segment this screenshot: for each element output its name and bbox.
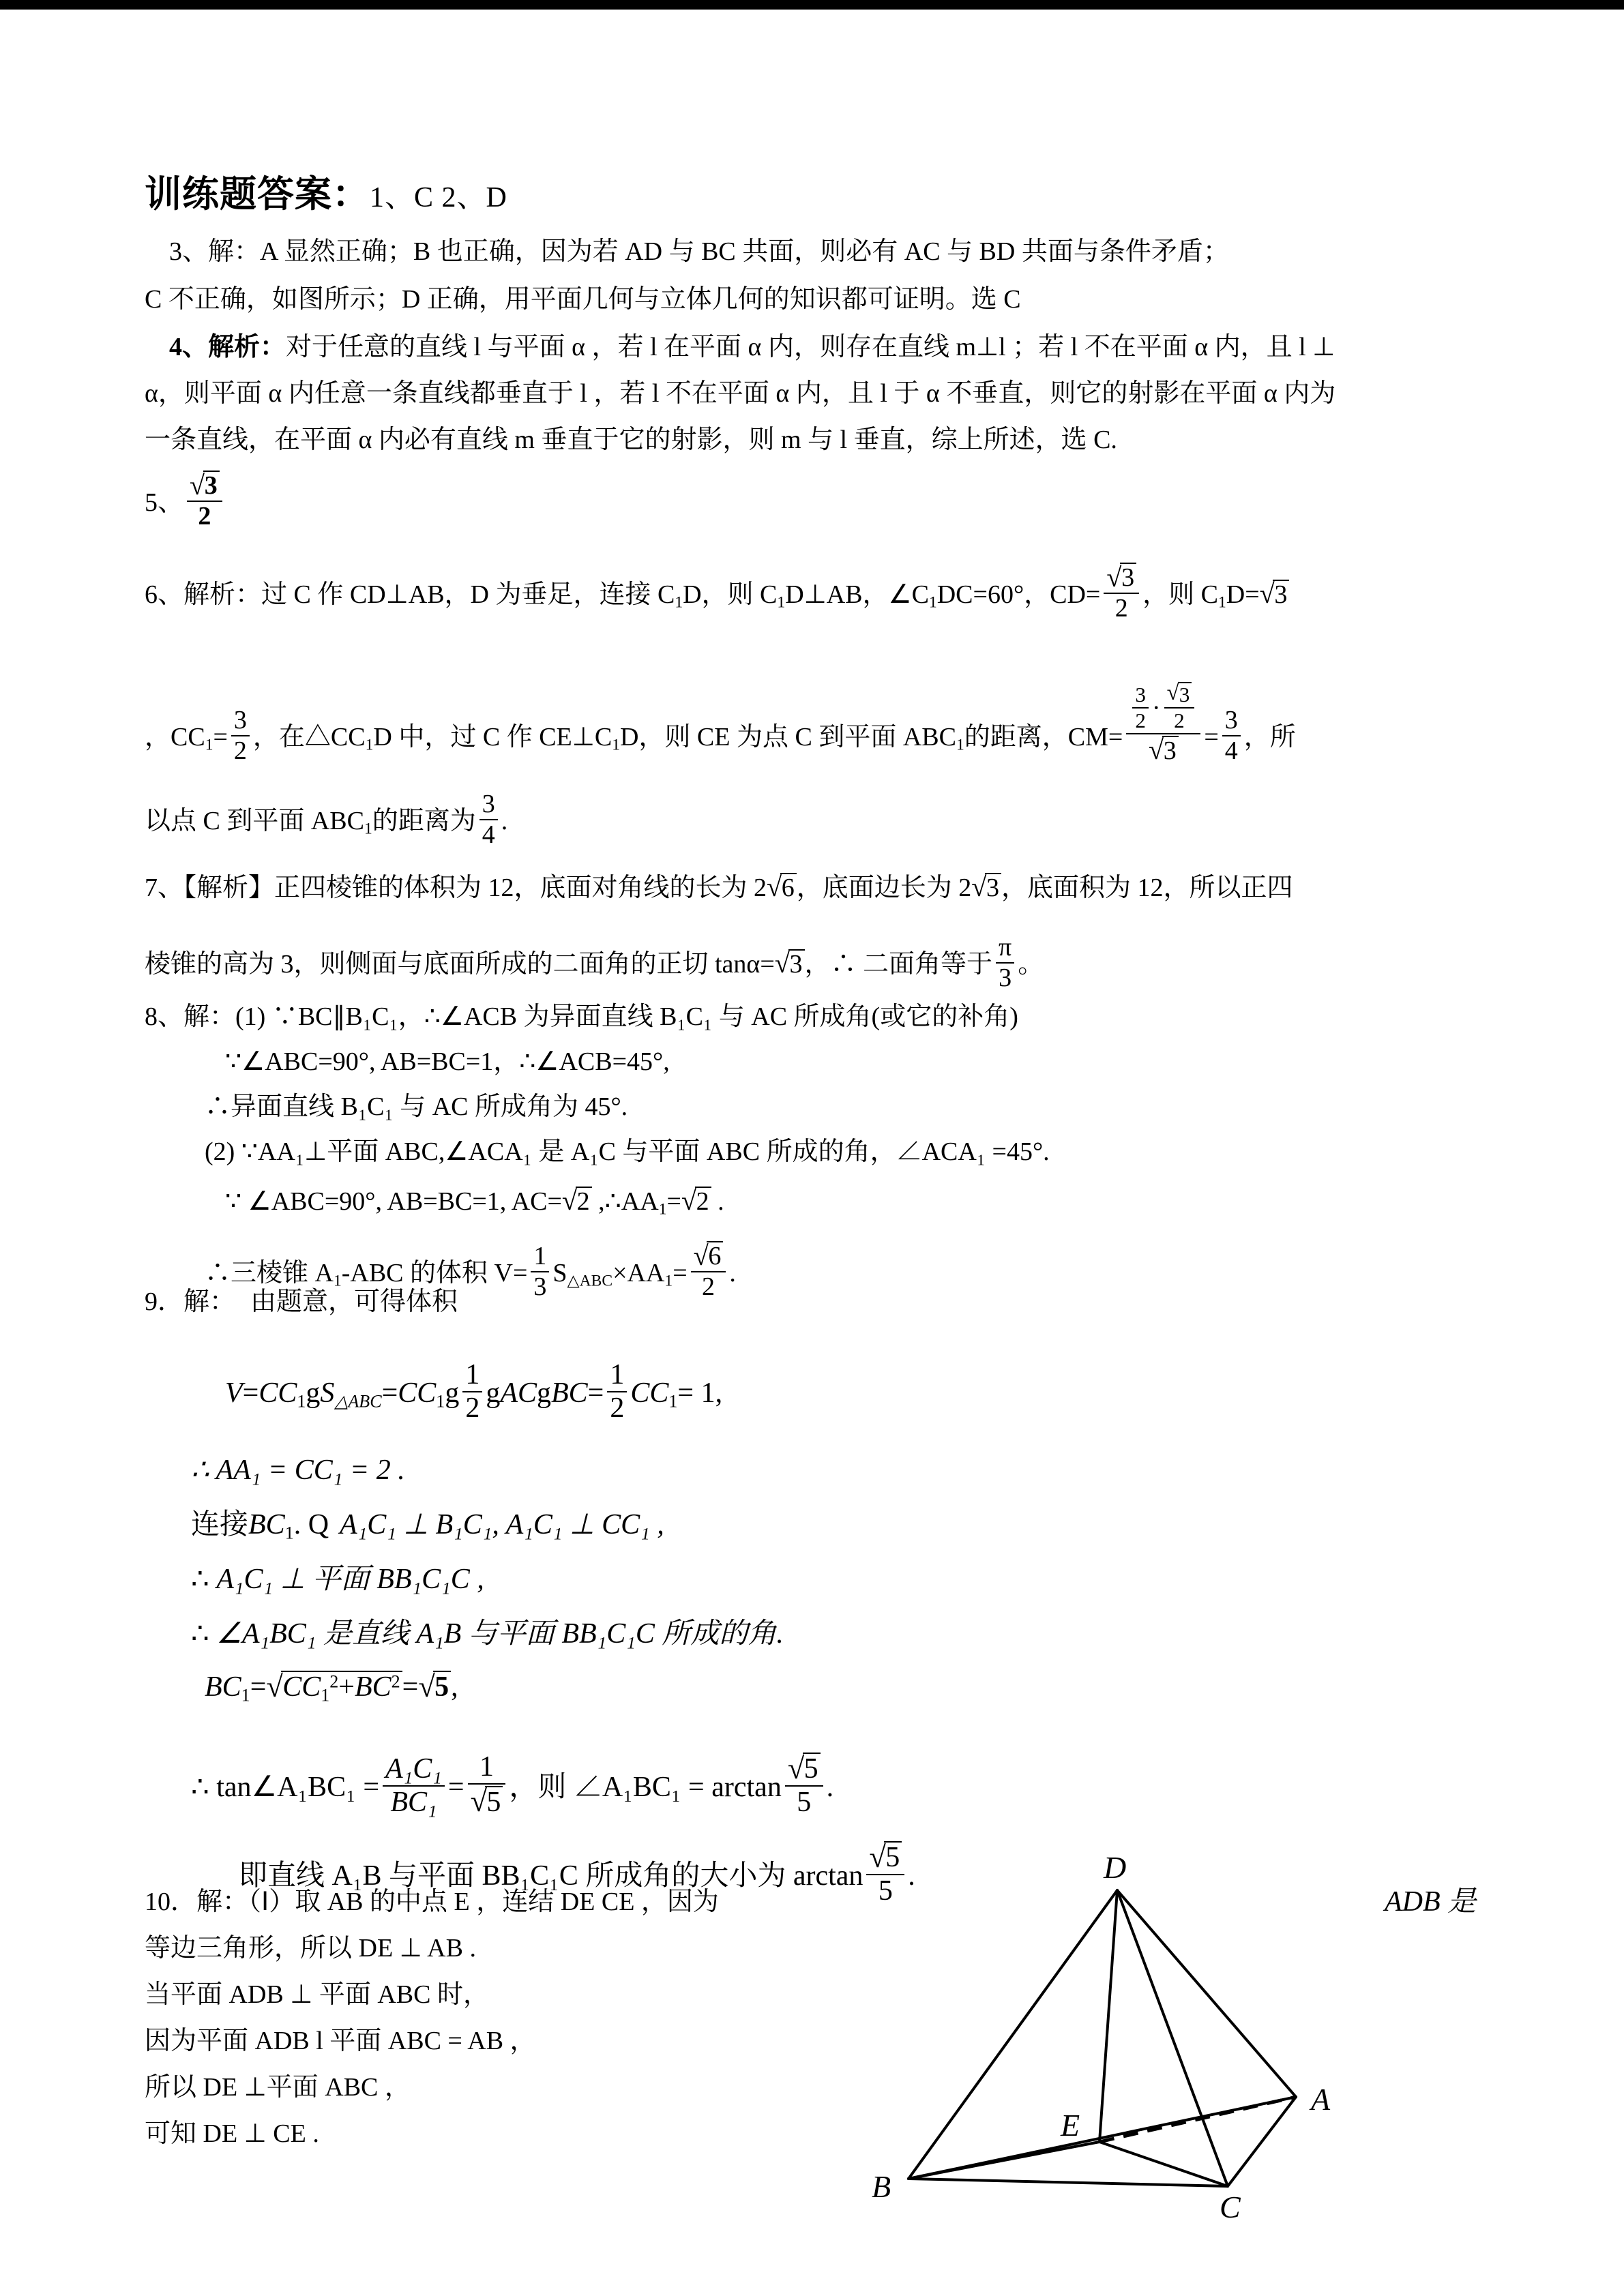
q7-pi-den: 3	[999, 963, 1012, 992]
q6-t9: ，在△CC	[252, 722, 366, 751]
q7-t1: 正四棱锥的体积为 12，底面对角线的长为 2	[274, 874, 767, 902]
q6-cd-num: 3	[1120, 563, 1136, 591]
q9-f6ib: BC	[354, 1671, 392, 1703]
q9-f3d: A₁C₁ ⊥ B₁C₁, A₁C₁ ⊥ CC₁ ,	[340, 1509, 664, 1540]
q6-cm-result	[1222, 707, 1241, 764]
q9-f1den2: 2	[610, 1392, 625, 1424]
q9-f1b: CC	[259, 1377, 297, 1409]
q9-f5b: ∠A₁BC₁ 是直线 A₁B 与平面 BB₁C₁C 所成的角.	[216, 1618, 784, 1650]
q9-f7num: A₁C₁	[385, 1753, 442, 1785]
q9-ratio-fraction	[383, 1755, 445, 1817]
q7-t4: 棱锥的高为 3，则侧面与底面所成的二面角的正切 tanα=	[145, 950, 775, 979]
q9-f1den: 2	[465, 1392, 480, 1424]
q9-f1eq2: =	[381, 1377, 398, 1409]
answer-q9-formula-6: $BC_1=$ √ $CC_1^2+BC^2=$ √ 5,	[205, 1671, 458, 1704]
answer-q9-formula-2: ∴ AA₁ = CC₁ = 2 .	[191, 1455, 405, 1486]
q6-cd-den: 2	[1114, 593, 1128, 623]
answer-q8-line-2: ∵∠ABC=90°, AB=BC=1，∴∠ACB=45°,	[225, 1047, 670, 1076]
answer-q9-label: 9．解：	[145, 1287, 236, 1316]
answer-q4-label: 4、解析：	[169, 333, 286, 361]
q6-t2: D，则 C	[683, 580, 778, 609]
answer-q7-line-1	[145, 873, 1293, 901]
q6-t15: C	[346, 807, 364, 835]
q6-cc1-fraction	[231, 707, 250, 764]
q9-f1num: 1	[462, 1360, 482, 1392]
q8-l6e: ×AA	[612, 1259, 665, 1287]
answer-q5-number: 5、	[145, 488, 184, 517]
q9-f7den3: 5	[797, 1786, 812, 1818]
q6-cm-a	[1132, 684, 1149, 732]
q9-intro: 由题意，可得体积	[250, 1287, 458, 1316]
q6-cm-eq: =	[1204, 722, 1219, 751]
q9-f4a: ∴	[191, 1564, 217, 1595]
q8-l6a: ∴三棱锥 A	[205, 1259, 334, 1287]
q7-t2: ，底面边长为 2	[796, 874, 972, 902]
q6-t8: =	[213, 722, 228, 751]
q9-f6a: BC	[205, 1671, 241, 1703]
q9-f3b: BC	[248, 1509, 285, 1540]
answer-q8-line-1	[145, 1004, 1018, 1030]
q6-cm-a-den: 2	[1135, 708, 1146, 732]
answer-q9-formula-3: 连接$BC_1$. Q A₁C₁ ⊥ B₁C₁, A₁C₁ ⊥ CC₁ ,	[191, 1509, 664, 1543]
q9-half-2	[607, 1360, 627, 1423]
answer-q4-line-2: α，则平面 α 内任意一条直线都垂直于 l ，若 l 不在平面 α 内，且 l 于 α 不垂直，则它的射影在平面 α 内为	[145, 379, 1336, 408]
q9-f7num2: 1	[468, 1753, 506, 1785]
q6-t10: D 中，过 C 作 CE⊥C	[373, 722, 612, 751]
q8-l6rden: 2	[702, 1272, 715, 1301]
q7-r2: 3	[985, 873, 1001, 901]
q9-f7b: ，则 ∠A₁BC₁ = arctan	[509, 1772, 782, 1803]
q8-l5d: .	[711, 1187, 724, 1216]
q8-l5r: 2	[576, 1187, 592, 1214]
q6-dist-num: 3	[479, 791, 498, 820]
answer-q8-line-3: ∴异面直线 B₁C₁ 与 AC 所成角为 45°.	[205, 1092, 628, 1121]
q8-l1: (1) ∵BC∥B₁C₁，∴∠ACB 为异面直线 B₁C₁ 与 AC 所成角(或它的补角)	[235, 1002, 1018, 1031]
q9-f6eq2: =	[402, 1671, 419, 1703]
q9-f8num: 5	[884, 1841, 902, 1873]
q6-cm-res-den: 4	[1224, 736, 1238, 765]
q8-l6c: S	[552, 1259, 567, 1287]
q9-f3c: . Q	[293, 1509, 329, 1540]
page-title-answers: 1、C 2、D	[370, 182, 507, 213]
q6-t13: ，所	[1243, 722, 1296, 751]
q7-r1: 6	[780, 873, 797, 901]
answer-q10-line-5: 所以 DE ⊥平面 ABC ，	[145, 2073, 411, 2102]
tetrahedron-figure	[866, 1850, 1480, 2278]
q8-l5b: ,∴AA	[591, 1187, 659, 1216]
q9-arctan-fraction	[785, 1753, 823, 1817]
answer-q5-num: 3	[204, 471, 218, 500]
q8-l5c: =	[666, 1187, 681, 1216]
q8-result-fraction	[691, 1241, 726, 1300]
q6-t5: ，则 C	[1142, 580, 1218, 609]
q7-t3: ，底面积为 12，所以正四	[1001, 874, 1293, 902]
answer-q7-label: 7、【解析】	[145, 874, 275, 902]
q9-f7den: BC₁	[390, 1786, 437, 1818]
q9-f1eq4: = 1	[677, 1377, 715, 1409]
answer-q6-line-1: 6、解析：过 C 作 CD⊥AB，D 为垂足，连接 $C_1D$，则 $C_1D\perp AB$，$\angle C_1DC=60^\circ$，CD= √ $\frac{3}{2}$ ，则 $C_1D=$ √ 3	[145, 563, 1289, 622]
q6-t16: 的距离为	[372, 807, 476, 835]
q6-t7: ，CC	[145, 722, 205, 751]
figure-label-C: C	[1220, 2190, 1241, 2224]
answer-q3-line-2: C 不正确，如图所示；D 正确，用平面几何与立体几何的知识都可证明。选 C	[145, 285, 1021, 314]
answer-q5-fraction	[187, 471, 222, 530]
q9-f6sup: 2	[329, 1671, 339, 1692]
q9-f1d: CC	[398, 1377, 437, 1409]
q6-t3: D⊥AB，∠C	[785, 580, 929, 609]
q9-f4b: A₁C₁ ⊥ 平面 BB₁C₁C ,	[216, 1564, 484, 1595]
answer-q8-line-6: ∴三棱锥 $A_1$-ABC 的体积 V= $\frac{1}{3}$ $S_{\triangle ABC}\times AA_1=$ √ $\frac{6}{2}$ .	[205, 1241, 736, 1300]
q9-f6ia: CC	[282, 1671, 321, 1703]
q9-f1dot1: g	[306, 1377, 321, 1409]
figure-label-E: E	[1061, 2108, 1080, 2143]
q9-f6sup2: 2	[391, 1671, 400, 1692]
q6-dist-fraction	[479, 791, 498, 848]
q8-third-fraction	[531, 1243, 549, 1300]
q6-cm-dot: ·	[1151, 694, 1161, 723]
q9-f8end: .	[908, 1860, 915, 1892]
q9-f1dot4: g	[536, 1377, 551, 1409]
q6-cm-fraction	[1126, 682, 1200, 764]
answer-q9-formula-7	[191, 1753, 833, 1817]
q8-l6f: =	[673, 1259, 688, 1287]
answer-q3-line-1: 3、解：A 显然正确；B 也正确，因为若 AD 与 BC 共面，则必有 AC 与 BD 共面与条件矛盾；	[169, 237, 1229, 266]
q6-t11: D，则 CE 为点 C 到平面 ABC	[619, 722, 956, 751]
tetrahedron-svg	[866, 1868, 1480, 2278]
q9-f6plus: +	[338, 1671, 355, 1703]
q6-c1d: 3	[1273, 580, 1289, 608]
q9-f6end: ,	[451, 1671, 458, 1703]
q9-f1g: CC	[630, 1377, 669, 1409]
q8-l6g: .	[729, 1259, 736, 1287]
q6-t4: DC=60°，CD=	[936, 580, 1101, 609]
q9-f7den2: 5	[485, 1786, 503, 1817]
q9-f7a: ∴ tan∠A₁BC₁ =	[191, 1772, 380, 1803]
answer-q10-line-1: 10．解：（Ⅰ）取 AB 的中点 E ，连结 DE CE ，因为	[145, 1888, 719, 1916]
q9-f3a: 连接	[191, 1509, 249, 1540]
answer-q9-formula-4	[191, 1565, 484, 1594]
q9-inv-root-fraction	[468, 1753, 506, 1817]
q9-f1eq: =	[242, 1377, 259, 1409]
q8-l6den: 3	[533, 1272, 547, 1301]
q9-half-1	[462, 1360, 482, 1423]
answer-q5-den: 2	[198, 501, 211, 531]
answer-q7-line-2	[145, 934, 1044, 992]
answer-q4-line-3: 一条直线，在平面 α 内必有直线 m 垂直于它的射影，则 m 与 l 垂直，综上所述，选 C.	[145, 426, 1117, 454]
q8-l6num: 1	[531, 1243, 549, 1272]
q8-l6rnum: 6	[707, 1241, 723, 1270]
answer-q4-text-1: 对于任意的直线 l 与平面 α ，若 l 在平面 α 内，则存在直线 m⊥l ；若 l 不在平面 α 内，且 l ⊥	[286, 333, 1335, 361]
answer-q4-line-1	[169, 334, 1335, 360]
q7-r3: 3	[788, 949, 805, 977]
q6-cm-res-num: 3	[1222, 707, 1241, 736]
q8-l5r2: 2	[695, 1187, 711, 1214]
answer-q10-line-3: 当平面 ADB ⊥ 平面 ABC 时，	[145, 1980, 489, 2009]
q6-t17: .	[501, 807, 508, 835]
q6-cc1-den: 2	[233, 736, 247, 765]
q9-f5a: ∴	[191, 1618, 217, 1650]
q7-t6: 。	[1018, 950, 1044, 979]
q8-l6d: △ABC	[567, 1272, 613, 1290]
q9-f1e: AC	[500, 1377, 537, 1409]
q7-pi-fraction	[996, 934, 1014, 992]
q6-t12: 的距离，CM=	[964, 722, 1123, 751]
q8-l5a: ∵ ∠ABC=90°, AB=BC=1, AC=	[225, 1187, 562, 1216]
page-title-label: 训练题答案：	[145, 174, 370, 215]
q6-dist-den: 4	[482, 820, 495, 849]
answer-q9-formula-5	[191, 1620, 784, 1648]
answer-q10-line-4: 因为平面 ADB l 平面 ABC = AB ，	[145, 2027, 536, 2055]
q9-f7end: .	[826, 1772, 834, 1803]
q7-pi-num: π	[996, 934, 1014, 964]
answer-q8-label: 8、解：	[145, 1002, 236, 1031]
answer-q10-line-6: 可知 DE ⊥ CE .	[145, 2119, 319, 2148]
answer-q8-line-4: (2) ∵AA₁⊥平面 ABC,∠ACA₁ 是 A₁C 与平面 ABC 所成的角，∠ACA₁ =45°.	[205, 1137, 1050, 1166]
q9-f1c: S	[320, 1377, 335, 1409]
q6-cd-fraction	[1104, 563, 1139, 622]
q9-f1end: ,	[715, 1377, 723, 1409]
q6-cm-bottom: 3	[1162, 736, 1179, 764]
q9-f1sub: △ABC	[334, 1391, 382, 1412]
q6-cm-b-den: 2	[1174, 708, 1185, 732]
q6-t6: D=	[1226, 580, 1260, 609]
q9-f8a: 即直线 A₁B 与平面 BB₁C₁C 所成角的大小为 arctan	[239, 1860, 863, 1892]
answer-q10-float-text: ADB 是	[1385, 1886, 1477, 1918]
q9-f1dot3: g	[486, 1377, 501, 1409]
q9-f7num3: 5	[803, 1753, 821, 1784]
q6-cm-b-num: 3	[1178, 682, 1192, 706]
q9-f8den: 5	[878, 1875, 893, 1907]
q9-f1num2: 1	[607, 1360, 627, 1392]
q6-t14: 以点 C 到平面 AB	[145, 807, 347, 835]
q9-f1f: BC	[550, 1377, 588, 1409]
answer-q9-formula-1: $V=CC_1gS\triangle ABC=CC_1g$ $\frac{1}{2}$ gACgBC= $\frac{1}{2}$ $CC_1= 1$,	[225, 1359, 723, 1424]
q6-cc1-num: 3	[231, 707, 250, 736]
q6-cm-a-num: 3	[1132, 684, 1149, 709]
q9-f6res: 5	[434, 1671, 449, 1703]
answer-q5	[145, 471, 226, 530]
answer-q6-line-3: 以点 C 到平面 $ABC_1$的距离为 $\frac{3}{4}$ .	[145, 790, 508, 849]
answer-q6-line-2: ，$CC_1=$ $\frac{3}{2}$ ，在$\triangle CC_1D$ 中，过 C 作 $CE\perp C_1D$，则 CE 为点 C 到平面 $ABC_1$的距离，CM= $\frac{3}{2}$ · √ $\frac{3}{2}$ √ 3 = $\frac{3}{4}$ ，所	[145, 682, 1296, 764]
q6-cm-b	[1164, 682, 1195, 732]
answer-q6-label: 6、解析：	[145, 580, 262, 609]
q6-t1: 过 C 作 CD⊥AB，D 为垂足，连接 C	[261, 580, 675, 609]
answer-q9-line-1	[145, 1289, 458, 1315]
figure-label-B: B	[872, 2169, 891, 2204]
q9-f1a: V	[225, 1377, 243, 1409]
q9-f1eq3: =	[587, 1377, 604, 1409]
figure-label-D: D	[1104, 1850, 1127, 1885]
q9-f1dot2: g	[445, 1377, 460, 1409]
answer-q8-line-5: ∵ ∠ABC=90°, AB=BC=1, AC= √ 2 $,\therefore AA_1=$ √ 2 .	[225, 1187, 724, 1218]
q8-l6b: -ABC 的体积 V=	[341, 1259, 528, 1287]
q9-f6eq: =	[250, 1671, 267, 1703]
q7-t5: ，∴ 二面角等于	[804, 950, 993, 979]
q9-f7eq: =	[447, 1772, 464, 1803]
figure-label-A: A	[1311, 2082, 1331, 2117]
page-title	[145, 176, 507, 213]
answer-q10-line-2: 等边三角形，所以 DE ⊥ AB .	[145, 1934, 476, 1963]
